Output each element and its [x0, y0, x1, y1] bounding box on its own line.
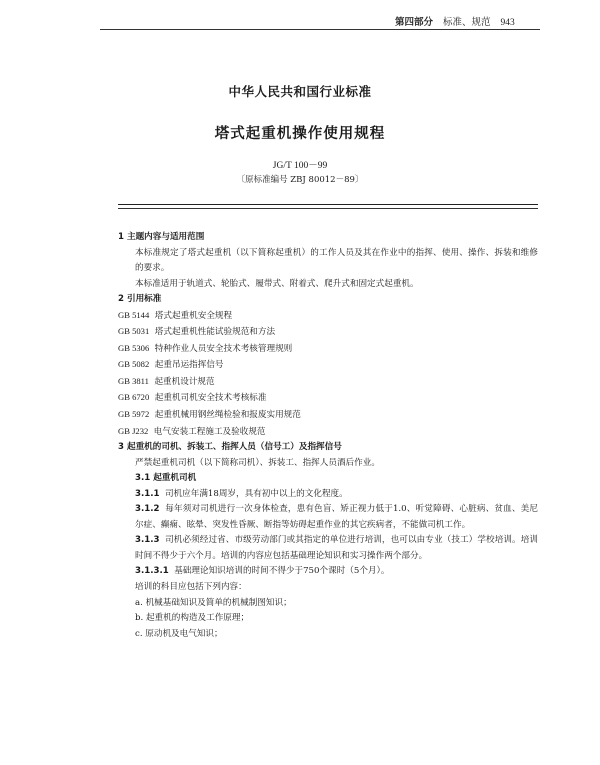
reference-code: GB J232 [118, 425, 149, 436]
reference-code: GB 5031 [118, 326, 150, 337]
clause-text: 司机必须经过省、市级劳动部门或其指定的单位进行培训，也可以由专业（技工）学校培训。培训时间不得少于六个月。培训的内容应包括基础理论知识和实习操作两个部分。 [135, 535, 538, 561]
reference-item [118, 424, 538, 441]
reference-name: 起重机设计规范 [154, 376, 215, 387]
title-rule-thin [118, 208, 538, 209]
document-body [118, 230, 538, 642]
reference-code: GB 5306 [118, 342, 150, 353]
training-subjects-lead: 培训的科目应包括下列内容： [135, 582, 247, 593]
paragraph-no-drinking: 严禁起重机司机（以下简称司机）、拆装工、指挥人员酒后作业。 [135, 457, 380, 468]
clause-3-1-3-1 [118, 564, 538, 580]
reference-item [118, 357, 538, 374]
clause-3-1-1 [118, 487, 538, 503]
list-item: b. 起重机的构造及工作原理； [135, 613, 250, 624]
reference-name: 起重吊运指挥信号 [154, 360, 224, 371]
running-header-part: 第四部分 [395, 17, 434, 28]
reference-item [118, 341, 538, 358]
reference-name: 特种作业人员安全技术考核管理规则 [154, 343, 293, 354]
clause-3-1-3 [118, 533, 538, 564]
clause-number: 3.1.3.1 [135, 566, 169, 577]
header-rule [100, 29, 540, 30]
page-number: 943 [500, 18, 515, 28]
reference-item [118, 308, 538, 325]
reference-name: 电气安装工程施工及验收规范 [153, 426, 266, 437]
reference-code: GB 6720 [118, 392, 150, 403]
paragraph-scope: 本标准规定了塔式起重机（以下简称起重机）的工作人员及其在作业中的指挥、使用、操作、拆装和维修的要求。 [135, 247, 538, 274]
section-heading-2: 2 引用标准 [118, 294, 162, 305]
reference-name: 起重机司机安全技术考核标准 [154, 393, 267, 404]
running-header-section: 标准、规范 [443, 17, 491, 28]
document-org: 中华人民共和国行业标准 [228, 84, 372, 99]
paragraph-applicability: 本标准适用于轨道式、轮胎式、履带式、附着式、爬升式和固定式起重机。 [135, 278, 419, 289]
clause-3-1-2 [118, 502, 538, 533]
reference-list [118, 308, 538, 440]
running-header [395, 14, 585, 28]
clause-text: 每年须对司机进行一次身体检查，患有色盲、矫正视力低于1.0、听觉障碍、心脏病、贫血、美尼尔症、癫痫、眩晕、突发性昏厥、断指等妨碍起重作业的其它疾病者，不能做司机工作。 [135, 504, 538, 530]
reference-code: GB 5082 [118, 359, 150, 370]
reference-name: 塔式起重机安全规程 [154, 310, 233, 321]
reference-item [118, 407, 538, 424]
list-item: c. 原动机及电气知识； [135, 628, 223, 639]
section-heading-1: 1 主题内容与适用范围 [118, 232, 205, 242]
clause-number: 3.1.2 [135, 504, 160, 515]
clause-number: 3.1.1 [135, 488, 160, 499]
reference-item [118, 390, 538, 407]
clause-number: 3.1.3 [135, 535, 160, 546]
section-heading-3: 3 起重机的司机、拆装工、指挥人员（信号工）及指挥信号 [118, 442, 342, 453]
clause-text: 基础理论知识培训的时间不得少于750个课时（5个月）。 [174, 566, 390, 577]
title-rule [118, 204, 538, 205]
original-standard-code: 〔原标准编号 ZBJ 80012－89〕 [236, 175, 364, 185]
list-item: a. 机械基础知识及简单的机械制图知识； [135, 597, 292, 608]
reference-code: GB 3811 [118, 375, 149, 386]
clause-text: 司机应年满18周岁，具有初中以上的文化程度。 [164, 488, 348, 499]
reference-item [118, 374, 538, 391]
section-heading-3-1: 3.1 起重机司机 [135, 473, 197, 484]
reference-code: GB 5144 [118, 309, 150, 320]
reference-code: GB 5972 [118, 409, 150, 420]
reference-name: 起重机械用钢丝绳检验和报废实用规范 [154, 410, 301, 421]
reference-item [118, 324, 538, 341]
document-title: 塔式起重机操作使用规程 [214, 126, 386, 142]
document-code: JG/T 100－99 [272, 161, 328, 171]
reference-name: 塔式起重机性能试验规范和方法 [154, 327, 276, 338]
